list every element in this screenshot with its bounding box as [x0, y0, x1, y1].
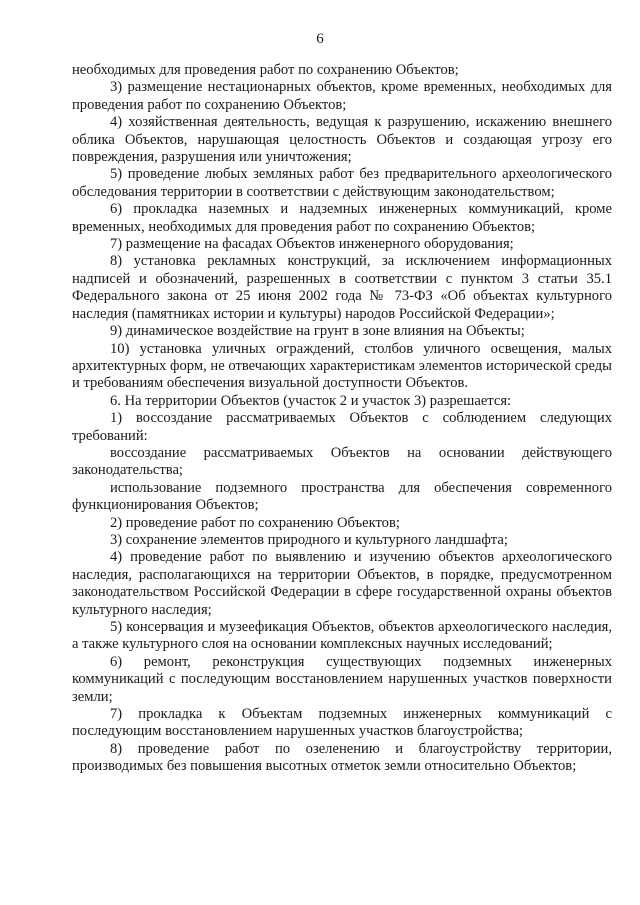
permission-item-2: 2) проведение работ по сохранению Объектов; [110, 514, 400, 531]
prohibition-item-7: 7) размещение на фасадах Объектов инженерного оборудования; [110, 236, 514, 253]
permission-item-7: 7) прокладка к Объектам подземных инженерных коммуникаций с последующим восстановлением нарушенных участков благоустройства; [72, 706, 612, 740]
prohibition-item-8: 8) установка рекламных конструкций, за исключением информационных надписей и обозначений, разрешенных в соответствии с пунктом 3 статьи 35.1 Федерального закона от 25 июня 2002 года № 73-ФЗ «Об объектах культурного наследия (памятниках истории и культуры) народов Российской Федерации»; [72, 253, 612, 322]
prohibition-item-9: 9) динамическое воздействие на грунт в зоне влияния на Объекты; [110, 323, 525, 340]
continuation-paragraph: необходимых для проведения работ по сохранению Объектов; [72, 62, 459, 78]
permission-item-6: 6) ремонт, реконструкция существующих подземных инженерных коммуникаций с последующим восстановлением нарушенных участков поверхности земли; [72, 653, 612, 705]
prohibition-item-6: 6) прокладка наземных и надземных инженерных коммуникаций, кроме временных, необходимых для проведения работ по сохранению Объектов; [72, 201, 612, 235]
page-number: 6 [316, 31, 324, 47]
permission-item-8: 8) проведение работ по озеленению и благоустройству территории, производимых без повышения высотных отметок земли относительно Объектов; [72, 740, 612, 775]
permission-item-1-subitem-2: использование подземного пространства для обеспечения современного функционирования Объектов; [72, 479, 612, 514]
permission-item-4: 4) проведение работ по выявлению и изучению объектов археологического наследия, располагающихся на территории Объектов, в порядке, предусмотренном законодательством Российской Федерации в сфере государственной охраны объектов культурного наследия; [72, 549, 612, 618]
prohibition-item-10: 10) установка уличных ограждений, столбов уличного освещения, малых архитектурных форм, не отвечающих характеристикам элементов исторической среды и требованиям обеспечения визуальной доступности Объектов. [72, 340, 612, 392]
prohibition-item-5: 5) проведение любых земляных работ без предварительного археологического обследования территории в соответствии с действующим законодательством; [72, 166, 612, 200]
section-6-heading: 6. На территории Объектов (участок 2 и участок 3) разрешается: [110, 392, 512, 409]
document-body [72, 62, 612, 776]
permission-item-1: 1) воссоздание рассматриваемых Объектов с соблюдением следующих требований: [72, 410, 612, 444]
permission-item-3: 3) сохранение элементов природного и культурного ландшафта; [110, 531, 508, 548]
prohibition-item-4: 4) хозяйственная деятельность, ведущая к разрушению, искажению внешнего облика Объектов, нарушающая целостность Объектов и создающая угрозу его повреждения, разрушения или уничтожения; [72, 114, 612, 166]
permission-item-1-subitem-1: воссоздание рассматриваемых Объектов на основании действующего законодательства; [72, 444, 612, 479]
permission-item-5: 5) консервация и музеефикация Объектов, объектов археологического наследия, а также культурного слоя на основании комплексных научных исследований; [72, 619, 612, 653]
prohibition-item-3: 3) размещение нестационарных объектов, кроме временных, необходимых для проведения работ по сохранению Объектов; [72, 79, 612, 113]
